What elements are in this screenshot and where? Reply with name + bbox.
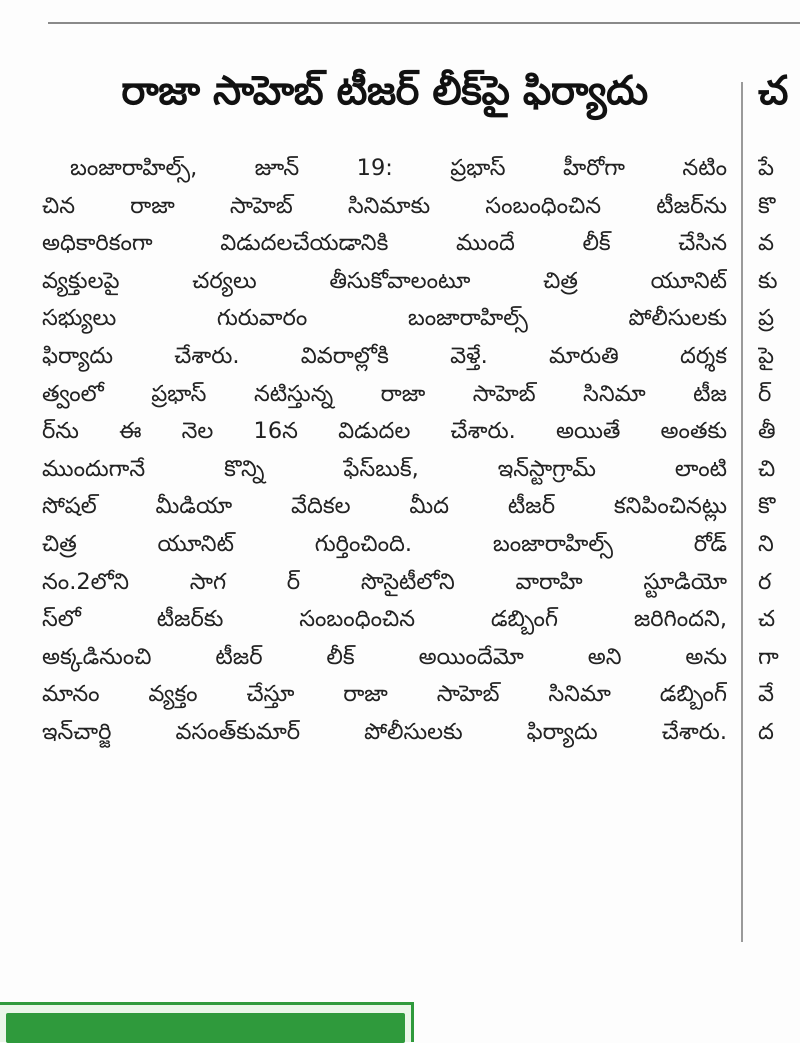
article-line: సభ్యులు గురువారం బంజారాహిల్స్ పోలీసులకు: [42, 305, 727, 332]
adjacent-line-fragment: ర: [758, 568, 772, 595]
article-line: బంజారాహిల్స్, జూన్ 19: ప్రభాస్ హీరోగా నటిం: [70, 155, 727, 181]
article-line: త్వంలో ప్రభాస్ నటిస్తున్న రాజా సాహెబ్ సినిమా టీజ: [42, 380, 727, 407]
adjacent-line-fragment: తీ: [758, 418, 776, 445]
article-line: సోషల్ మీడియా వేదికల మీద టీజర్ కనిపించినట్లు: [42, 493, 727, 520]
top-rule: [48, 22, 800, 24]
column-divider: [741, 82, 743, 942]
article-line: నం.2లోని సాగ ర్ సొసైటీలోని వారాహి స్టూడియో: [42, 568, 727, 595]
article-body: [42, 150, 727, 752]
article-line: ఇన్‌చార్జి వసంత్‌కుమార్ పోలీసులకు ఫిర్యాదు చేశారు.: [42, 718, 727, 745]
article-line: అక్కడినుంచి టీజర్ లీక్ అయిందేమో అని అను: [42, 643, 727, 670]
adjacent-line-fragment: ప్ర: [758, 305, 774, 332]
adjacent-line-fragment: పే: [758, 155, 774, 181]
advertisement-box-top-edge: [0, 1002, 414, 1042]
adjacent-line-fragment: కొ: [758, 192, 776, 219]
adjacent-line-fragment: కొ: [758, 493, 776, 520]
adjacent-line-fragment: వ: [758, 230, 774, 257]
adjacent-line-fragment: కు: [758, 267, 778, 294]
news-article: [42, 60, 727, 752]
article-line: ర్‌ను ఈ నెల 16న విడుదల చేశారు. అయితే అంతకు: [42, 418, 727, 445]
adjacent-line-fragment: చ: [758, 606, 776, 633]
adjacent-line-fragment: ర్: [758, 380, 772, 407]
article-line: వ్యక్తులపై చర్యలు తీసుకోవాలంటూ చిత్ర యూనిట్: [42, 267, 727, 294]
article-line: చిన రాజా సాహెబ్ సినిమాకు సంబంధించిన టీజర్‌ను: [42, 192, 727, 219]
article-line: మానం వ్యక్తం చేస్తూ రాజా సాహెబ్ సినిమా డబ్బింగ్: [42, 681, 727, 708]
article-line: ఫిర్యాదు చేశారు. వివరాల్లోకి వెళ్తే. మారుతి దర్శక: [42, 342, 727, 369]
article-headline: రాజా సాహెబ్ టీజర్ లీక్‌పై ఫిర్యాదు: [121, 68, 648, 114]
adjacent-line-fragment: పై: [758, 342, 774, 369]
adjacent-line-fragment: ని: [758, 530, 774, 557]
adjacent-body-fragment: [758, 150, 800, 752]
adjacent-headline-fragment: చ: [758, 68, 789, 114]
article-line: చిత్ర యూనిట్ గుర్తించింది. బంజారాహిల్స్ రోడ్: [42, 530, 727, 557]
advertisement-banner-edge: [6, 1013, 405, 1043]
article-line: అధికారికంగా విడుదలచేయడానికి ముందే లీక్ చేసిన: [42, 230, 727, 257]
article-line: స్‌లో టీజర్‌కు సంబంధించిన డబ్బింగ్ జరిగిందని,: [42, 606, 727, 633]
adjacent-line-fragment: చి: [758, 455, 776, 482]
adjacent-article-fragment: [758, 60, 800, 752]
adjacent-line-fragment: వే: [758, 681, 774, 708]
article-line: ముందుగానే కొన్ని ఫేస్‌బుక్, ఇన్‌స్టాగ్రామ్ లాంటి: [42, 455, 727, 482]
adjacent-line-fragment: గా: [758, 643, 779, 670]
adjacent-line-fragment: ద: [758, 718, 774, 745]
